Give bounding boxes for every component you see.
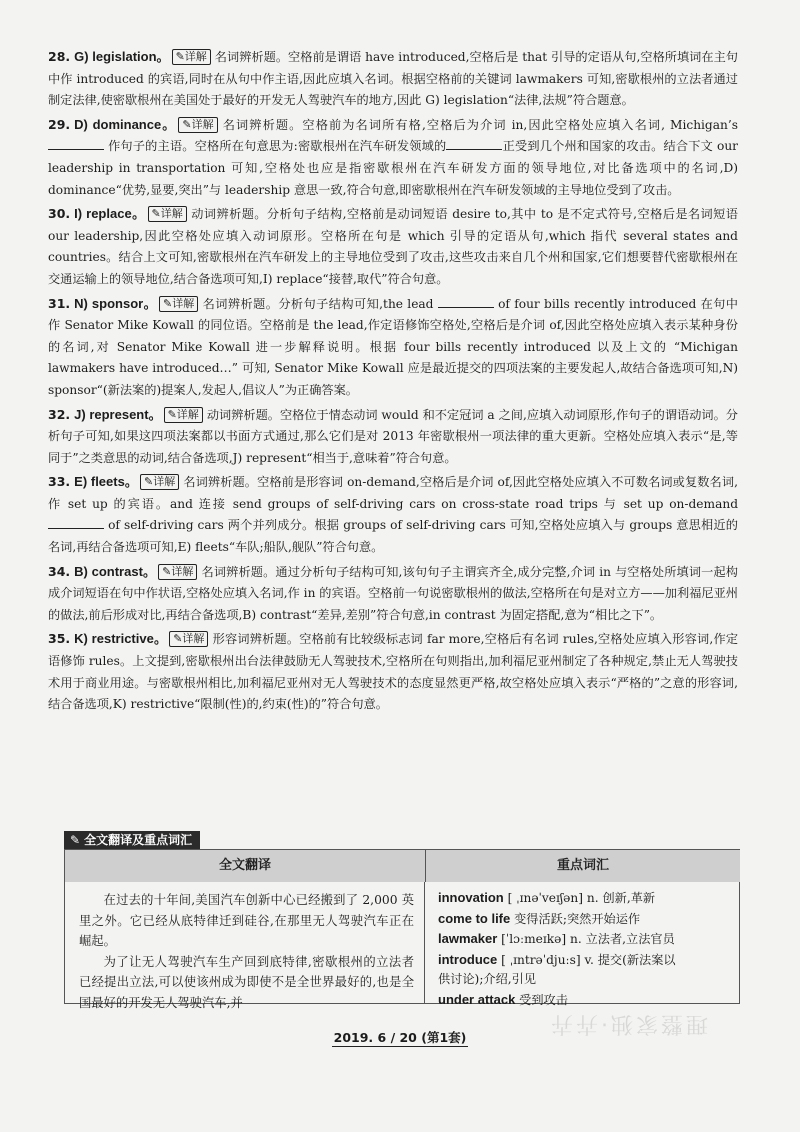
explanation-text: 名词辨析题。空格前是形容词 on-demand,空格后是介词 of,因此空格处应填入不可数名词或复数名词,作 set up 的宾语。and 连接 send groups of self-driving cars on cross-state road trips 与 set up on-demand: [48, 475, 738, 511]
item-number: 30.: [48, 206, 71, 222]
answer-item-31: [48, 293, 738, 402]
item-number: 28.: [48, 49, 71, 64]
vocab-definition: [ ˌɪntrəˈdjuːs] v. 提交(新法案以: [497, 952, 676, 967]
translation-paragraph: 在过去的十年间,美国汽车创新中心已经搬到了 2,000 英里之外。它已经从底特律迁到硅谷,在那里无人驾驶汽车正在崛起。: [79, 893, 414, 948]
explanation-tag: ✎详解: [140, 474, 179, 490]
explanation-tag: ✎详解: [158, 564, 197, 580]
explanation-text: of self-driving cars 两个并列成分。根据 groups of self-driving cars 可知,空格处应填入与 groups 意思相近的名词,再结合备选项可知,E) fleets“车队;船队,舰队”符合句意。: [48, 518, 738, 555]
explanation-tag: ✎详解: [164, 407, 203, 423]
vocab-definition: [ ˌɪnəˈveɪʃən] n. 创新,革新: [503, 891, 656, 905]
answer-item-34: [48, 561, 738, 627]
vocab-entry: [438, 929, 730, 950]
explanation-tag: ✎详解: [178, 117, 217, 133]
vocab-word: lawmaker: [438, 931, 498, 946]
translation-table: [64, 849, 740, 1010]
section-header: [64, 831, 200, 849]
blank-line: [438, 295, 494, 308]
vocab-word: innovation: [438, 890, 504, 905]
issue-number: 2019. 6 / 20 (第1套): [333, 1030, 467, 1045]
answer-item-35: [48, 628, 738, 715]
answer-item-32: [48, 404, 738, 470]
vocab-word: introduce: [438, 951, 498, 967]
explanation-tag: ✎详解: [159, 296, 198, 312]
vocab-definition: [ˈlɔːmeɪkə] n. 立法者,立法官员: [497, 932, 675, 946]
explanation-tag: ✎详解: [172, 49, 211, 65]
blank-line: [48, 137, 104, 150]
translation-column: [65, 882, 425, 1010]
answer-key: B) contrast。: [74, 563, 157, 579]
explanation-text: 正受到几个州和国家的攻击。结合下文 our leadership in transportation 可知,空格处也应是指密歇根州在汽车研发方面的领导地位,对比备选项中的名词,D) dominance“优势,显要,突出”与 leadership 意思一致,符合句意,即密歇根州在汽车研发领域的主导地位受到了攻击。: [48, 139, 739, 197]
explanation-text: 动词辨析题。空格位于情态动词 would 和不定冠词 a 之间,应填入动词原形,作句子的谓语动词。分析句子可知,如果这四项法案都以书面方式通过,那么它们是对 2013 年密歇根州一项法律的重大更新。空格处应填入表示“是,等同于”之类意思的动词,结合备选项,J) represent“相当于,意味着”符合句意。: [48, 407, 738, 465]
vocab-continuation: 供讨论);介绍,引见: [438, 972, 537, 986]
vocab-word: come to life: [438, 910, 511, 926]
answer-item-33: [48, 471, 738, 558]
item-number: 34.: [48, 563, 71, 579]
vocab-definition: 受到攻击: [515, 992, 568, 1007]
page-footer: [0, 1028, 800, 1046]
vocab-entry: [438, 888, 730, 909]
item-number: 35.: [48, 631, 71, 647]
answer-explanations: [48, 46, 738, 718]
vocabulary-column: [426, 882, 740, 1007]
vocab-entry: [438, 990, 730, 1011]
answer-item-29: [48, 114, 738, 201]
translation-header: 全文翻译: [65, 850, 426, 882]
section-title: 全文翻译及重点词汇: [84, 833, 193, 847]
answer-item-30: [48, 203, 738, 290]
translation-paragraph: 为了让无人驾驶汽车生产回到底特律,密歇根州的立法者已经提出立法,可以使该州成为即使不是全世界最好的,也是全国最好的开发无人驾驶汽车,并: [79, 954, 414, 1010]
explanation-text: 作句子的主语。空格所在句意思为:密歇根州在汽车研发领域的: [108, 139, 447, 154]
explanation-text: of four bills recently introduced 在句中作 Senator Mike Kowall 的同位语。空格前是 the lead,作定语修饰空格处,空格后是介词 of,因此空格处应填入表示某种身份的名词,对 Senator Mike Kowall 进一步解释说明。根据 four bills recently introduced 以及上文的 “Michigan lawmakers have introduced…” 可知, Senator Mike Kowall 应是最近提交的四项法案的主要发起人,故结合备选项可知,N) sponsor“(新法案的)提案人,发起人,倡议人”为正确答案。: [48, 296, 738, 397]
pencil-icon: ✎: [70, 833, 81, 847]
explanation-text: 名词辨析题。通过分析句子结构可知,该句句子主谓宾齐全,成分完整,介词 in 与空格处所填词一起构成介词短语在句中作状语,空格处应填入名词,作 in 的宾语。空格前一句说密歇根州的做法,空格所在句是对立方——加利福尼亚州的做法,前后形成对比,再结合备选项,B) contrast“差异,差别”符合句意,in contrast 为固定搭配,意为“相比之下”。: [48, 564, 738, 622]
item-number: 29.: [48, 116, 71, 132]
watermark-text: 理整家独·卉卉: [548, 1011, 708, 1036]
answer-key: G) legislation。: [74, 49, 170, 64]
answer-key: N) sponsor。: [74, 295, 158, 311]
item-number: 32.: [48, 406, 71, 422]
answer-key: I) replace。: [74, 206, 146, 222]
explanation-text: 动词辨析题。分析句子结构,空格前是动词短语 desire to,其中 to 是不定式符号,空格后是名词短语 our leadership,因此空格处应填入动词原形。空格所在句是 which 引导的定语从句,which 指代 several states and countries。结合上文可知,密歇根州在汽车研发上的主导地位受到了攻击,这些攻击来自几个州和国家,它们想要替代密歇根州在交通运输上的领导地位,结合备选项可知,I) replace“接替,取代”符合句意。: [48, 207, 738, 286]
explanation-text: 名词辨析题。空格前为名词所有格,空格后为介词 in,因此空格处应填入名词, Michigan’s: [221, 117, 738, 132]
item-number: 33.: [48, 474, 71, 490]
vocab-entry: [438, 909, 730, 930]
answer-key: K) restrictive。: [74, 631, 168, 647]
vocab-entry: [438, 950, 730, 971]
vocabulary-header: 重点词汇: [426, 850, 740, 882]
explanation-text: 名词辨析题。空格前是谓语 have introduced,空格后是 that 引导的定语从句,空格所填词在主句中作 introduced 的宾语,同时在从句中作主语,因此应填入名词。根据空格前的关键词 lawmakers 可知,密歇根州的立法者通过制定法律,使密歇根州在美国处于最好的开发无人驾驶汽车的地方,因此 G) legislation“法律,法规”符合题意。: [48, 50, 738, 108]
answer-item-28: [48, 46, 738, 112]
answer-key: E) fleets。: [74, 474, 139, 490]
explanation-tag: ✎详解: [148, 206, 187, 222]
vocab-definition: 变得活跃;突然开始运作: [510, 911, 641, 926]
explanation-text: 名词辨析题。分析句子结构可知,the lead: [202, 296, 434, 311]
blank-line: [48, 516, 104, 529]
item-number: 31.: [48, 295, 71, 311]
blank-line: [446, 137, 502, 150]
explanation-text: 形容词辨析题。空格前有比较级标志词 far more,空格后有名词 rules,空格处应填入形容词,作定语修饰 rules。上文提到,密歇根州出台法律鼓励无人驾驶技术,空格所在句则指出,加利福尼亚州制定了各种规定,禁止无人驾驶技术用于商业用途。与密歇根州相比,加利福尼亚州对无人驾驶技术的态度显然更严格,故空格处应填入表示“严格的”之意的形容词,结合备选项,K) restrictive“限制(性)的,约束(性)的”符合句意。: [48, 632, 738, 712]
answer-key: J) represent。: [74, 406, 162, 422]
vocab-word: under attack: [438, 991, 516, 1007]
explanation-tag: ✎详解: [169, 631, 208, 647]
answer-key: D) dominance。: [74, 116, 177, 132]
